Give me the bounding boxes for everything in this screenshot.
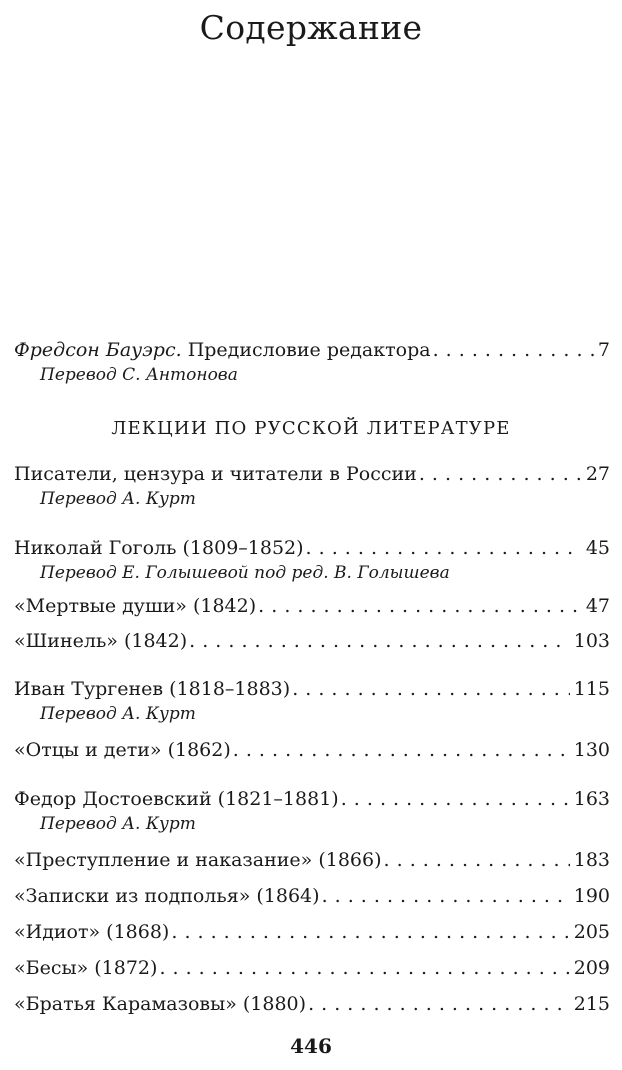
toc-entry-page: 130 <box>573 739 610 761</box>
dot-leader <box>159 956 569 980</box>
toc-entry-page: 115 <box>573 678 610 700</box>
toc-entry-title: Предисловие редактора <box>181 339 431 361</box>
toc-entry-demons[interactable] <box>14 956 610 980</box>
toc-entry-preface[interactable] <box>14 338 610 362</box>
dot-leader <box>341 787 570 811</box>
dot-leader <box>384 848 570 872</box>
dot-leader <box>258 594 582 618</box>
toc-entry-translator: Перевод А. Курт <box>40 489 196 509</box>
toc-entry-title: «Бесы» (1872) <box>14 957 158 979</box>
toc-entry-writers-censorship[interactable] <box>14 462 610 486</box>
toc-entry-translator: Перевод Е. Голышевой под ред. В. Голышева <box>40 563 450 583</box>
toc-entry-title: «Преступление и наказание» (1866) <box>14 849 382 871</box>
toc-entry-translator: Перевод С. Антонова <box>40 365 238 385</box>
toc-entry-crime-and-punishment[interactable] <box>14 848 610 872</box>
toc-entry-gogol[interactable] <box>14 536 610 560</box>
dot-leader <box>292 677 570 701</box>
dot-leader <box>189 629 570 653</box>
toc-entry-title: «Записки из подполья» (1864) <box>14 885 320 907</box>
toc-entry-page: 205 <box>573 921 610 943</box>
toc-entry-author: Фредсон Бауэрс. <box>14 339 182 361</box>
dot-leader <box>308 992 570 1016</box>
toc-entry-page: 209 <box>573 957 610 979</box>
toc-entry-page: 215 <box>573 993 610 1015</box>
section-heading: ЛЕКЦИИ ПО РУССКОЙ ЛИТЕРАТУРЕ <box>111 418 511 439</box>
dot-leader <box>419 462 582 486</box>
toc-entry-page: 45 <box>585 537 610 559</box>
toc-entry-title: «Братья Карамазовы» (1880) <box>14 993 307 1015</box>
toc-entry-idiot[interactable] <box>14 920 610 944</box>
toc-entry-text <box>14 338 431 362</box>
dot-leader <box>306 536 582 560</box>
toc-entry-translator: Перевод А. Курт <box>40 704 196 724</box>
toc-entry-page: 7 <box>597 339 610 361</box>
toc-entry-title: Федор Достоевский (1821–1881) <box>14 788 339 810</box>
toc-entry-page: 190 <box>573 885 610 907</box>
toc-entry-overcoat[interactable] <box>14 629 610 653</box>
toc-entry-title: Иван Тургенев (1818–1883) <box>14 678 291 700</box>
dot-leader <box>322 884 570 908</box>
dot-leader <box>171 920 569 944</box>
toc-entry-dostoevsky[interactable] <box>14 787 610 811</box>
toc-entry-dead-souls[interactable] <box>14 594 610 618</box>
page-title: Содержание <box>199 8 423 47</box>
toc-entry-brothers-karamazov[interactable] <box>14 992 610 1016</box>
dot-leader <box>433 338 594 362</box>
toc-entry-title: «Шинель» (1842) <box>14 630 188 652</box>
toc-entry-page: 103 <box>573 630 610 652</box>
toc-entry-page: 163 <box>573 788 610 810</box>
dot-leader <box>233 738 570 762</box>
toc-entry-turgenev[interactable] <box>14 677 610 701</box>
toc-entry-translator: Перевод А. Курт <box>40 814 196 834</box>
toc-entry-title: «Идиот» (1868) <box>14 921 170 943</box>
toc-entry-title: «Мертвые души» (1842) <box>14 595 257 617</box>
toc-entry-page: 183 <box>573 849 610 871</box>
page-number: 446 <box>290 1034 332 1058</box>
toc-entry-notes-from-underground[interactable] <box>14 884 610 908</box>
toc-entry-title: Писатели, цензура и читатели в России <box>14 463 417 485</box>
toc-entry-title: Николай Гоголь (1809–1852) <box>14 537 304 559</box>
toc-entry-page: 27 <box>585 463 610 485</box>
toc-entry-fathers-and-sons[interactable] <box>14 738 610 762</box>
toc-entry-title: «Отцы и дети» (1862) <box>14 739 231 761</box>
toc-entry-page: 47 <box>585 595 610 617</box>
